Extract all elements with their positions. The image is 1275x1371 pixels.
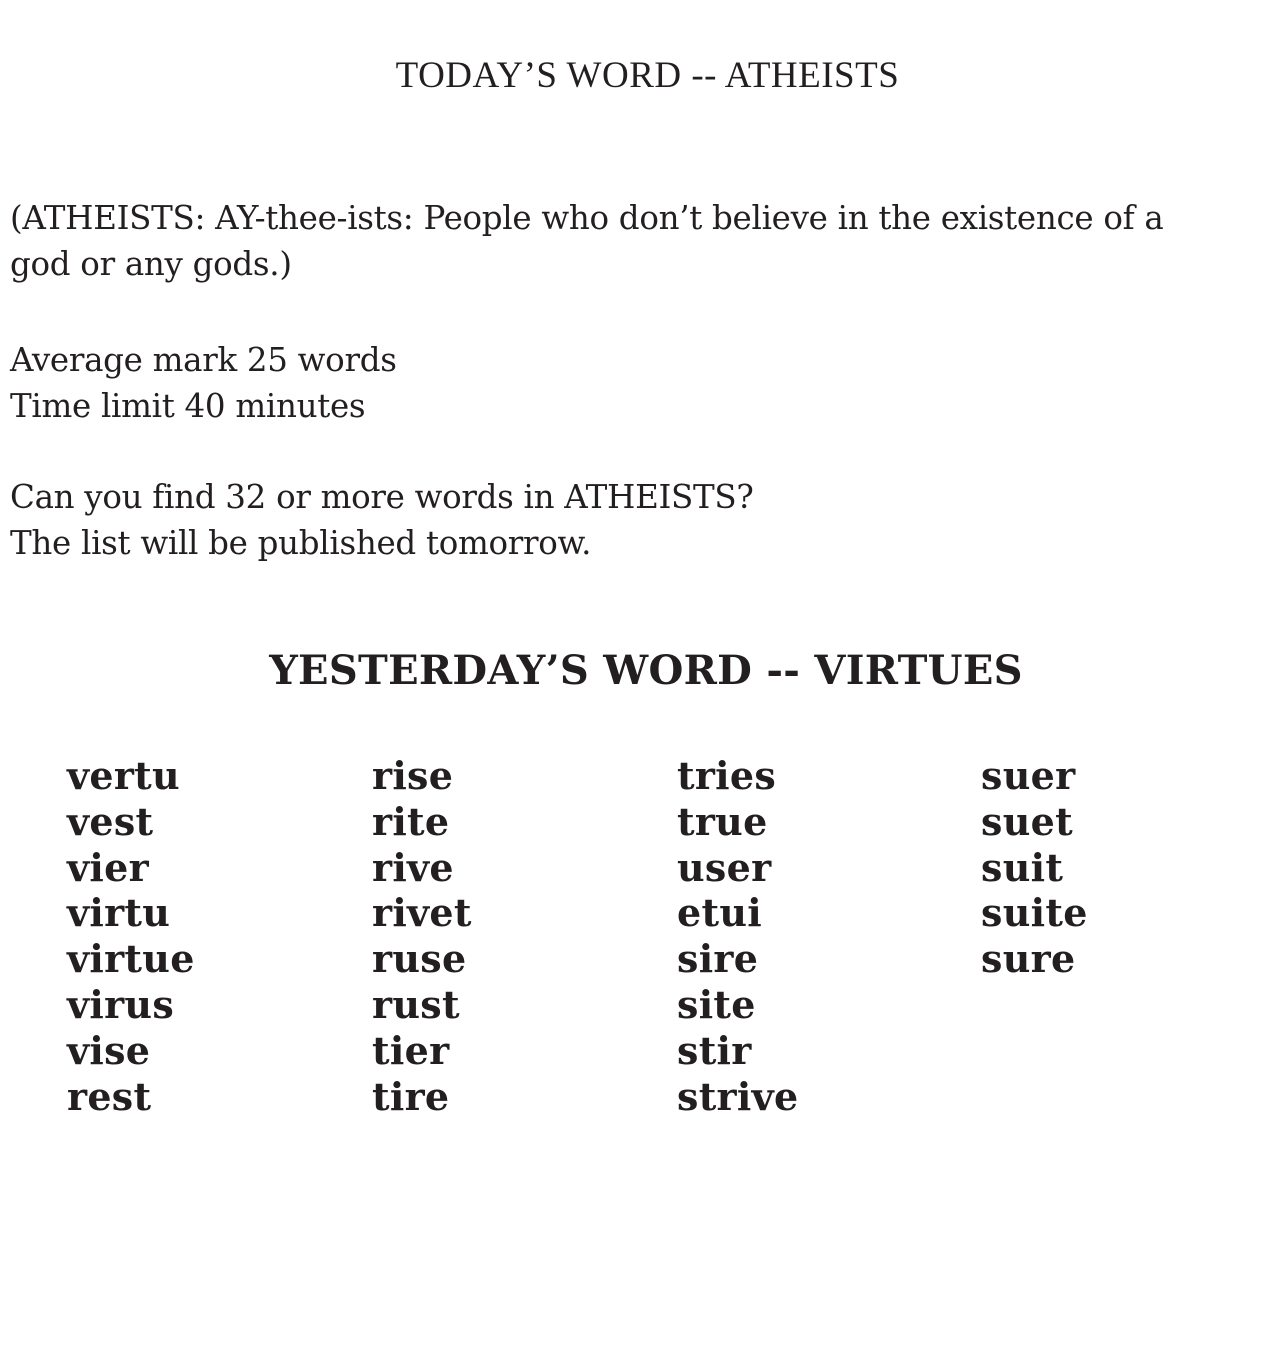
word-item: stir: [677, 1027, 752, 1073]
word-item: strive: [677, 1073, 799, 1119]
word-item: user: [677, 844, 772, 890]
yesterdays-word-title: YESTERDAY’S WORD -- VIRTUES: [269, 647, 1023, 694]
word-item: suet: [981, 798, 1073, 844]
word-item: virtue: [67, 936, 195, 982]
word-item: suit: [981, 844, 1064, 890]
word-item: etui: [677, 890, 762, 936]
word-item: site: [677, 981, 756, 1027]
word-item: ruse: [372, 936, 467, 982]
word-item: true: [677, 798, 768, 844]
word-item: rise: [372, 753, 454, 798]
word-item: vertu: [67, 753, 180, 798]
word-column: [981, 753, 1088, 982]
definition-line: (ATHEISTS: AY-thee-ists: People who don’t believe in the existence of a: [10, 199, 1164, 237]
word-item: tries: [677, 753, 777, 798]
word-item: virtu: [67, 890, 171, 936]
word-item: rivet: [372, 890, 472, 936]
word-item: rite: [372, 798, 450, 844]
word-item: tier: [372, 1027, 450, 1073]
challenge: [10, 474, 1270, 566]
challenge-question: Can you find 32 or more words in ATHEISTS?: [10, 478, 754, 516]
word-column: [67, 753, 195, 1119]
word-item: rest: [67, 1073, 152, 1119]
word-item: rive: [372, 844, 454, 890]
word-item: vise: [67, 1027, 151, 1073]
word-column: [372, 753, 472, 1119]
word-item: virus: [67, 981, 175, 1027]
word-item: suite: [981, 890, 1088, 936]
todays-word-title: TODAY’S WORD -- ATHEISTS: [395, 55, 900, 96]
word-item: sire: [677, 936, 759, 982]
word-item: tire: [372, 1073, 450, 1119]
word-column: [677, 753, 798, 1119]
word-item: rust: [372, 981, 460, 1027]
challenge-note: The list will be published tomorrow.: [10, 524, 592, 562]
word-item: sure: [981, 936, 1076, 982]
average-mark: Average mark 25 words: [10, 341, 397, 379]
word-item: vest: [67, 798, 154, 844]
definition-line: god or any gods.): [10, 245, 292, 283]
time-limit: Time limit 40 minutes: [10, 387, 366, 425]
stats: [10, 337, 1270, 429]
word-item: suer: [981, 753, 1076, 798]
word-item: vier: [67, 844, 149, 890]
definition: [10, 195, 1270, 287]
